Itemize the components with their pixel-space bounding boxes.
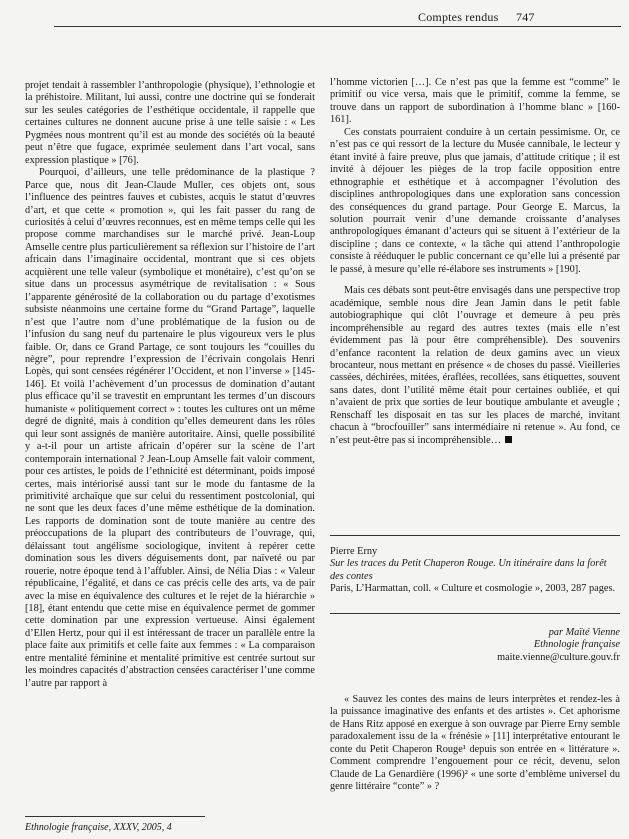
- paragraph: Pourquoi, d’ailleurs, une telle prédominance de la plastique ? Parce que, nous dit Jean-Claude Muller, ces objets ont, sous l’influence des peintres fauves et cubistes, acquis le statut d’œuvres d’art, et que cette « promotion », qui les fait passer du rang de curiosités à celui d’œuvres reconnues, est en même temps celle qui les propose comme marchandises sur le marché privé. Jean-Loup Amselle centre plus particulièrement sa réflexion sur l’histoire de l’art africain dans l’imaginaire occidental, montrant que si ces objets acquièrent une telle valeur (symbolique et monétaire), c’est qu’on se situe dans un processus asymétrique de revitalisation : « Sous l’apparente générosité de la collaboration ou du partage d’exotismes subsiste néanmoins une certaine forme du “Grand Partage”, laquelle n’est que l’autre nom d’une problématique de la fusion ou de l’infusion du sang neuf du partenaire le plus vigoureux vers le plus faible. Or, dans ce Grand Partage, ce sont toujours les “couilles du nègre”, pour reprendre l’expression de l’écrivain congolais Henri Lopès, qui sont censées régénérer l’Occident, et non l’inverse » [145-146]. Et voilà l’achèvement d’un processus de domination d’autant plus efficace qu’il se travestit en empruntant les termes d’un discours humaniste « politiquement correct » : toutes les cultures ont un même degré de dignité, mais à condition qu’elles demeurent dans les rôles qui leur sont assignés de manière autoritaire. Ainsi, quelle possibilité y a-t-il pour un artiste africain d’opérer sur la scène de l’art contemporain international ? Jean-Loup Amselle fait valoir comment, pour ces artistes, le poids de l’ethnicité est déterminant, poids imposé certes, mais intériorisé aussi tant sur le mode du fantasme de la primitivité archaïque que sur celui du ressentiment postcolonial, qui ne sont que les deux faces d’une même esthétique de la domination. Les rapports de domination sont de toute manière au centre des préoccupations de la plupart des contributeurs de l’ouvrage, qui, délaissant tout angélisme sociologique, invitent à repérer cette domination sous les divers déguisements dont, par naïveté ou par rouerie, notre époque tend à l’affubler. Ainsi, de Nélia Dias : « Valeur républicaine, l’égalité, et dans ce cas précis celle des arts, va de pair avec la mise en équivalence des cultures et le rejet de la hiérarchie » [18], étant entendu que cette mise en équivalence permet de gommer cette domination par une expression vertueuse. Ainsi également d’Ellen Hertz, pour qui il est intéressant de tracer un parallèle entre la place faite aux primitifs et celle faite aux femmes : « La comparaison entre mentalité féminine et mentalité primitive est centrée surtout sur les moindres capacités d’abstraction censées caractériser l’une comme l’autre par rapport à: [25, 167, 315, 689]
- paragraph: « Sauvez les contes des mains de leurs interprètes et rendez-les à la puissance imaginative des enfants et des artistes ». Cet aphorisme de Hans Ritz apposé en exergue à son ouvrage par Pierre Erny semble paradoxalement issu de la « frénésie » [11] interprétative entourant le conte du Petit Chaperon Rouge¹ depuis son entrée en « littérature ». Comment comprendre l’engouement pour ce récit, devenu, selon Claude de La Genardière (1996)² « une sorte d’emblème universel du genre littéraire “conte” » ?: [330, 694, 620, 793]
- running-head: [418, 10, 535, 25]
- reviewer-institution: Ethnologie française: [533, 639, 620, 651]
- footer-rule: [25, 816, 205, 817]
- paragraph: Ces constats pourraient conduire à un certain pessimisme. Or, ce n’est pas ce qui ressort de la lecture du Musée cannibale, le lecteur y étant invité à faire preuve, plus que jamais, d’attitude critique ; il est invité à déjouer les pièges de la trop facile opposition entre ethnographie et esthétique et à accompagner l’évolution des disciplines anthropologiques dans une exploration sans concession des conséquences du grand partage. Pour George E. Marcus, la solution pourrait venir d’une demande croissante d’analyses anthropologiques émanant d’acteurs qui se situent à l’extérieur de la discipline ; dans ce contexte, « la tâche qui attend l’anthropologie consiste à rééduquer le public concernant ce qu’elle lui a présenté par le passé, à mesure qu’elle ré-élabore ses instruments » [190].: [330, 126, 620, 275]
- page-number: 747: [516, 10, 535, 24]
- review-author: Pierre Erny: [330, 546, 378, 557]
- right-column: [330, 77, 620, 447]
- review-publisher: Paris, L’Harmattan, coll. « Culture et cosmologie », 2003, 287 pages.: [330, 583, 616, 595]
- review-book-title: Sur les traces du Petit Chaperon Rouge. Un itinéraire dans la forêt des contes: [330, 558, 607, 582]
- paragraph: l’homme victorien […]. Ce n’est pas que la femme est “comme” le primitif ou vice versa, mais que le primitif, comme la femme, se trouve dans un rapport de subordination à l’homme blanc » [160-161].: [330, 77, 620, 126]
- header-rule: [54, 26, 621, 27]
- paragraph-text: Mais ces débats sont peut-être envisagés dans une perspective trop académique, semble nous dire Jean Jamin dans le petit fable autobiographique qui clôt l’ouvrage et demeure à peu près incompréhensible au regard des autres textes (mais elle n’est évidemment pas là pour être compréhensible). Des souvenirs d’enfance racontent la relation de deux gamins avec un vieux brocanteur, nous mettant en présence « de choses du passé. Vieilleries cassées, déchirées, mitées, éraflées, recollées, sans étiquettes, souvent sans dates, dont l’utilité même était pour certaines oubliée, et qui n’avaient de prix que sorties de leur boutique ambulante et aveugle ; Renschaff les disposait en tas sur les places de marché, invitant chacun à “brocfouiller” sans intermédiaire ni retenue ». Au fond, ce n’est peut-être pas si incompréhensible…: [330, 285, 620, 446]
- reviewer-email[interactable]: maite.vienne@culture.gouv.fr: [497, 651, 620, 663]
- reviewer-name: par Maïté Vienne: [548, 627, 620, 638]
- end-of-article-mark: [505, 436, 512, 443]
- section-title: Comptes rendus: [418, 10, 499, 24]
- review-body: [330, 694, 620, 794]
- reviewer-signature: [330, 627, 620, 664]
- left-column: [25, 80, 315, 690]
- journal-footer: Ethnologie française, XXXV, 2005, 4: [25, 822, 172, 833]
- section-rule: [330, 535, 620, 536]
- paragraph: [330, 285, 620, 447]
- review-reference: [330, 546, 620, 596]
- section-rule: [330, 613, 620, 614]
- paragraph: projet tendait à rassembler l’anthropologie (physique), l’ethnologie et la préhistoire. Militant, lui aussi, contre une doctrine qui se fonderait sur les seules catégories de l’esthétique occidentale, il rappelle que certaines cultures ne donnent aucune prise à une telle saisie : « Les Pygmées nous montrent qu’il est au monde des sociétés où la beauté peut n’être que fugace, exprimée seulement dans l’art vocal, sans expression plastique » [76].: [25, 80, 315, 166]
